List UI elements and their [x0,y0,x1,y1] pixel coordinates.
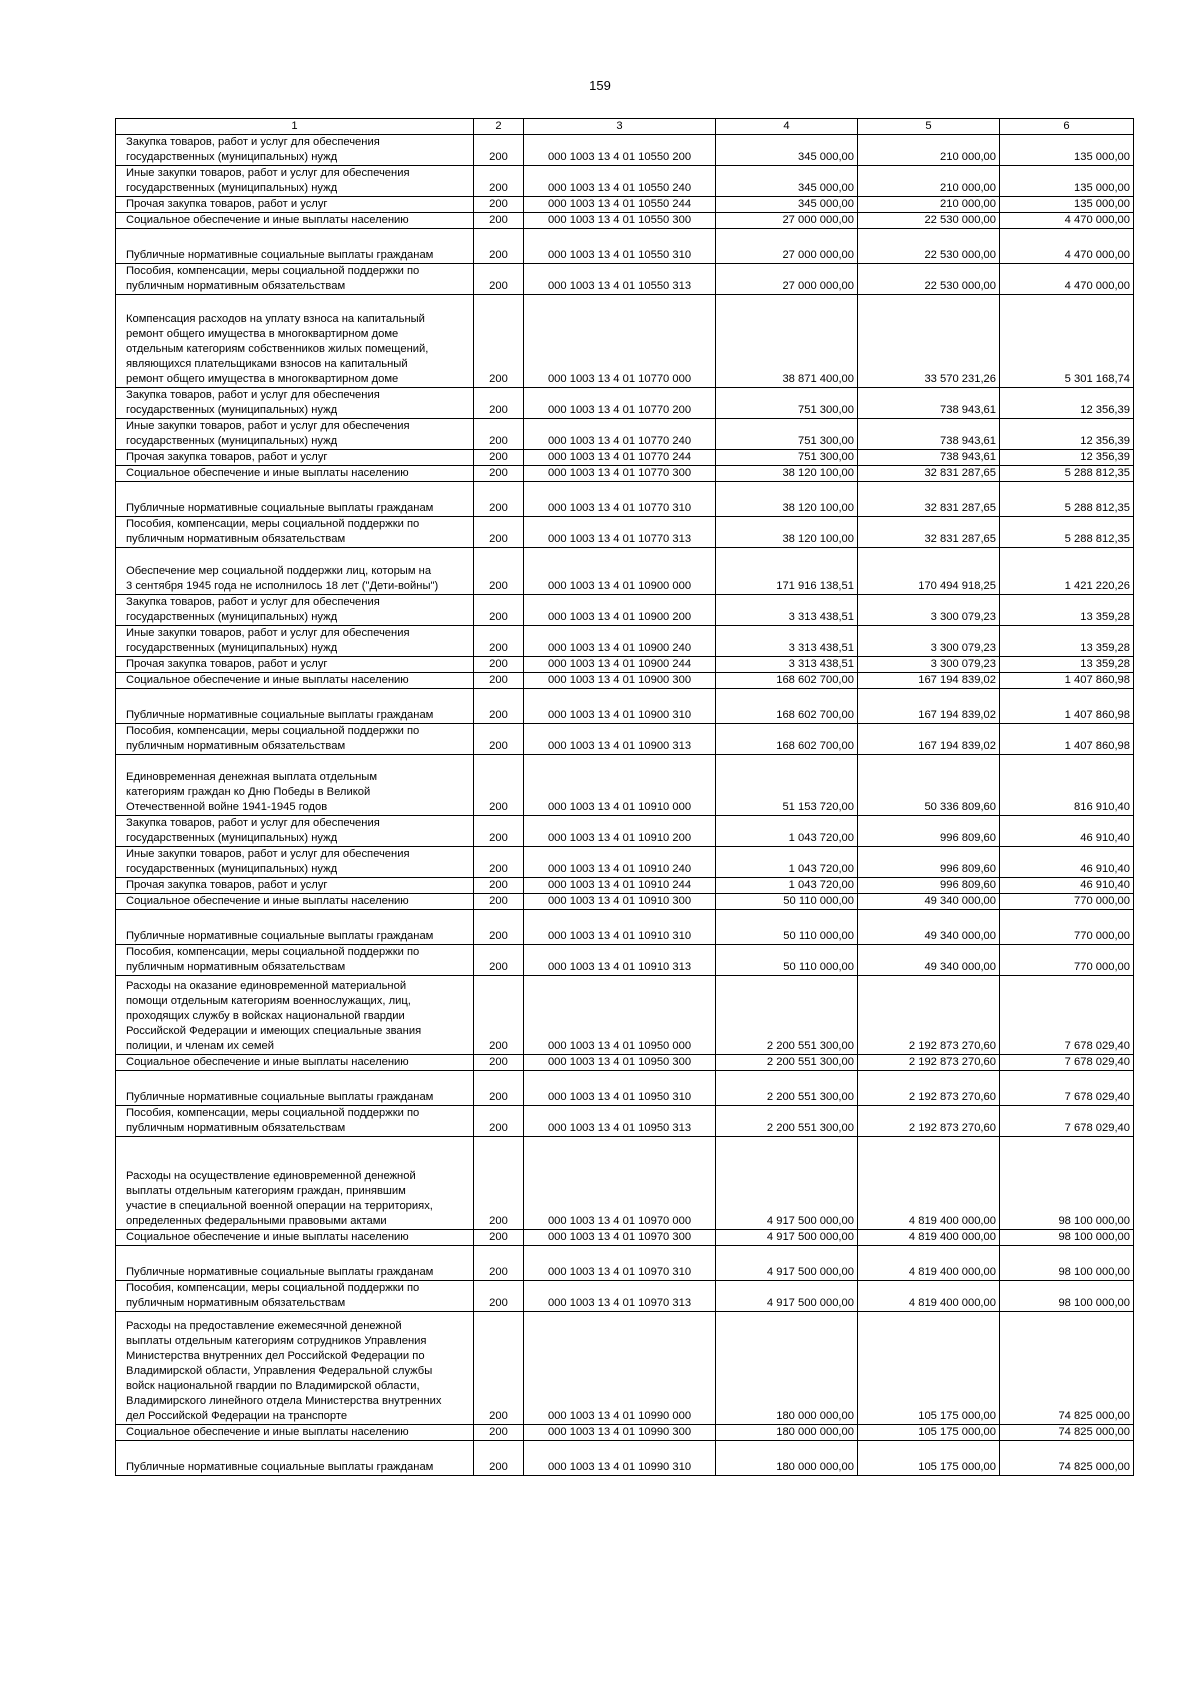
table-row [116,1230,1134,1246]
row-classification-code-cell: 000 1003 13 4 01 10970 310 [524,1246,716,1281]
row-approved-amount-cell: 168 602 700,00 [716,673,858,689]
table-row [116,295,1134,388]
row-admin-code-cell: 200 [474,657,524,673]
row-admin-code-cell: 200 [474,1230,524,1246]
row-name-cell: Пособия, компенсации, меры социальной поддержки по публичным нормативным обязательствам [116,1281,474,1312]
table-row [116,388,1134,419]
table-row [116,878,1134,894]
row-remaining-amount-cell: 1 407 860,98 [1000,724,1134,755]
table-row [116,1137,1134,1230]
row-name-cell: Иные закупки товаров, работ и услуг для обеспечения государственных (муниципальных) нужд [116,419,474,450]
table-row [116,1055,1134,1071]
header-col-2: 2 [474,119,524,135]
row-classification-code-cell: 000 1003 13 4 01 10550 313 [524,264,716,295]
row-remaining-amount-cell: 5 288 812,35 [1000,517,1134,548]
row-remaining-amount-cell: 1 421 220,26 [1000,548,1134,595]
table-row [116,166,1134,197]
row-classification-code-cell: 000 1003 13 4 01 10550 200 [524,135,716,166]
row-remaining-amount-cell: 46 910,40 [1000,816,1134,847]
table-row [116,419,1134,450]
row-admin-code-cell: 200 [474,1071,524,1106]
row-executed-amount-cell: 105 175 000,00 [858,1441,1000,1476]
row-executed-amount-cell: 32 831 287,65 [858,517,1000,548]
header-col-3: 3 [524,119,716,135]
row-name-cell: Публичные нормативные социальные выплаты гражданам [116,1246,474,1281]
row-approved-amount-cell: 3 313 438,51 [716,657,858,673]
row-classification-code-cell: 000 1003 13 4 01 10770 313 [524,517,716,548]
row-name-cell: Прочая закупка товаров, работ и услуг [116,657,474,673]
row-classification-code-cell: 000 1003 13 4 01 10910 240 [524,847,716,878]
row-admin-code-cell: 200 [474,135,524,166]
row-classification-code-cell: 000 1003 13 4 01 10970 313 [524,1281,716,1312]
table-row [116,673,1134,689]
row-remaining-amount-cell: 12 356,39 [1000,419,1134,450]
row-admin-code-cell: 200 [474,548,524,595]
row-approved-amount-cell: 51 153 720,00 [716,755,858,816]
row-name-cell: Иные закупки товаров, работ и услуг для обеспечения государственных (муниципальных) нужд [116,166,474,197]
row-executed-amount-cell: 4 819 400 000,00 [858,1246,1000,1281]
row-name-cell: Закупка товаров, работ и услуг для обеспечения государственных (муниципальных) нужд [116,816,474,847]
row-admin-code-cell: 200 [474,595,524,626]
row-executed-amount-cell: 210 000,00 [858,135,1000,166]
row-classification-code-cell: 000 1003 13 4 01 10910 300 [524,894,716,910]
budget-table [115,118,1134,1476]
row-executed-amount-cell: 738 943,61 [858,388,1000,419]
row-name-cell: Расходы на предоставление ежемесячной денежной выплаты отдельным категориям сотрудников Управления Министерства внутренних дел Российской Федерации по Владимирской области, Управления Федеральной службы войск национальной гвардии по Владимирской области, Владимирского линейного отдела Министерства внутренних дел Российской Федерации на транспорте [116,1312,474,1425]
row-name-cell: Социальное обеспечение и иные выплаты населению [116,466,474,482]
row-name-cell: Расходы на осуществление единовременной денежной выплаты отдельным категориям граждан, принявшим участие в специальной военной операции на территориях, определенных федеральными правовыми актами [116,1137,474,1230]
row-remaining-amount-cell: 98 100 000,00 [1000,1246,1134,1281]
row-approved-amount-cell: 345 000,00 [716,135,858,166]
row-name-cell: Закупка товаров, работ и услуг для обеспечения государственных (муниципальных) нужд [116,388,474,419]
row-executed-amount-cell: 167 194 839,02 [858,689,1000,724]
row-approved-amount-cell: 4 917 500 000,00 [716,1246,858,1281]
table-row [116,1281,1134,1312]
row-remaining-amount-cell: 98 100 000,00 [1000,1137,1134,1230]
row-name-cell: Пособия, компенсации, меры социальной поддержки по публичным нормативным обязательствам [116,945,474,976]
row-classification-code-cell: 000 1003 13 4 01 10990 300 [524,1425,716,1441]
row-executed-amount-cell: 167 194 839,02 [858,673,1000,689]
row-approved-amount-cell: 1 043 720,00 [716,816,858,847]
row-classification-code-cell: 000 1003 13 4 01 10910 000 [524,755,716,816]
row-name-cell: Публичные нормативные социальные выплаты гражданам [116,1441,474,1476]
row-approved-amount-cell: 2 200 551 300,00 [716,1106,858,1137]
table-row [116,1106,1134,1137]
row-admin-code-cell: 200 [474,1137,524,1230]
row-remaining-amount-cell: 98 100 000,00 [1000,1281,1134,1312]
row-name-cell: Закупка товаров, работ и услуг для обеспечения государственных (муниципальных) нужд [116,135,474,166]
row-remaining-amount-cell: 12 356,39 [1000,450,1134,466]
table-row [116,197,1134,213]
row-executed-amount-cell: 32 831 287,65 [858,482,1000,517]
header-col-6: 6 [1000,119,1134,135]
row-admin-code-cell: 200 [474,847,524,878]
row-approved-amount-cell: 50 110 000,00 [716,945,858,976]
row-remaining-amount-cell: 46 910,40 [1000,847,1134,878]
row-classification-code-cell: 000 1003 13 4 01 10770 200 [524,388,716,419]
row-name-cell: Социальное обеспечение и иные выплаты населению [116,213,474,229]
row-approved-amount-cell: 180 000 000,00 [716,1425,858,1441]
table-row [116,466,1134,482]
row-classification-code-cell: 000 1003 13 4 01 10770 000 [524,295,716,388]
row-approved-amount-cell: 38 120 100,00 [716,482,858,517]
row-executed-amount-cell: 2 192 873 270,60 [858,1055,1000,1071]
row-remaining-amount-cell: 135 000,00 [1000,166,1134,197]
row-executed-amount-cell: 50 336 809,60 [858,755,1000,816]
row-classification-code-cell: 000 1003 13 4 01 10900 310 [524,689,716,724]
row-executed-amount-cell: 167 194 839,02 [858,724,1000,755]
row-remaining-amount-cell: 4 470 000,00 [1000,229,1134,264]
row-executed-amount-cell: 2 192 873 270,60 [858,1071,1000,1106]
row-executed-amount-cell: 22 530 000,00 [858,264,1000,295]
table-row [116,1246,1134,1281]
row-executed-amount-cell: 22 530 000,00 [858,229,1000,264]
row-approved-amount-cell: 50 110 000,00 [716,894,858,910]
row-classification-code-cell: 000 1003 13 4 01 10770 300 [524,466,716,482]
row-classification-code-cell: 000 1003 13 4 01 10900 240 [524,626,716,657]
table-row [116,135,1134,166]
row-executed-amount-cell: 32 831 287,65 [858,466,1000,482]
row-name-cell: Пособия, компенсации, меры социальной поддержки по публичным нормативным обязательствам [116,1106,474,1137]
row-remaining-amount-cell: 74 825 000,00 [1000,1441,1134,1476]
row-admin-code-cell: 200 [474,1246,524,1281]
row-name-cell: Социальное обеспечение и иные выплаты населению [116,894,474,910]
row-admin-code-cell: 200 [474,1441,524,1476]
row-admin-code-cell: 200 [474,450,524,466]
row-admin-code-cell: 200 [474,878,524,894]
row-classification-code-cell: 000 1003 13 4 01 10550 244 [524,197,716,213]
row-executed-amount-cell: 49 340 000,00 [858,894,1000,910]
row-name-cell: Пособия, компенсации, меры социальной поддержки по публичным нормативным обязательствам [116,517,474,548]
row-remaining-amount-cell: 816 910,40 [1000,755,1134,816]
row-admin-code-cell: 200 [474,673,524,689]
table-row [116,689,1134,724]
table-row [116,1441,1134,1476]
row-admin-code-cell: 200 [474,419,524,450]
row-remaining-amount-cell: 770 000,00 [1000,945,1134,976]
table-body [116,135,1134,1476]
row-remaining-amount-cell: 4 470 000,00 [1000,264,1134,295]
row-admin-code-cell: 200 [474,388,524,419]
row-approved-amount-cell: 168 602 700,00 [716,724,858,755]
row-approved-amount-cell: 2 200 551 300,00 [716,1071,858,1106]
row-classification-code-cell: 000 1003 13 4 01 10550 310 [524,229,716,264]
row-admin-code-cell: 200 [474,626,524,657]
row-executed-amount-cell: 210 000,00 [858,197,1000,213]
row-approved-amount-cell: 345 000,00 [716,166,858,197]
row-approved-amount-cell: 38 120 100,00 [716,466,858,482]
table-row [116,894,1134,910]
row-executed-amount-cell: 49 340 000,00 [858,945,1000,976]
row-executed-amount-cell: 996 809,60 [858,878,1000,894]
row-name-cell: Пособия, компенсации, меры социальной поддержки по публичным нормативным обязательствам [116,724,474,755]
table-row [116,450,1134,466]
row-approved-amount-cell: 751 300,00 [716,419,858,450]
row-name-cell: Публичные нормативные социальные выплаты гражданам [116,482,474,517]
row-classification-code-cell: 000 1003 13 4 01 10910 200 [524,816,716,847]
table-row [116,816,1134,847]
row-name-cell: Социальное обеспечение и иные выплаты населению [116,1230,474,1246]
table-row [116,548,1134,595]
row-classification-code-cell: 000 1003 13 4 01 10900 000 [524,548,716,595]
row-classification-code-cell: 000 1003 13 4 01 10970 300 [524,1230,716,1246]
row-approved-amount-cell: 27 000 000,00 [716,264,858,295]
row-approved-amount-cell: 345 000,00 [716,197,858,213]
row-admin-code-cell: 200 [474,755,524,816]
row-classification-code-cell: 000 1003 13 4 01 10900 244 [524,657,716,673]
row-approved-amount-cell: 180 000 000,00 [716,1441,858,1476]
row-name-cell: Публичные нормативные социальные выплаты гражданам [116,910,474,945]
page-number: 159 [589,78,611,93]
row-name-cell: Прочая закупка товаров, работ и услуг [116,878,474,894]
row-admin-code-cell: 200 [474,976,524,1055]
row-approved-amount-cell: 27 000 000,00 [716,229,858,264]
row-remaining-amount-cell: 74 825 000,00 [1000,1312,1134,1425]
table-row [116,755,1134,816]
row-remaining-amount-cell: 46 910,40 [1000,878,1134,894]
row-approved-amount-cell: 751 300,00 [716,450,858,466]
row-admin-code-cell: 200 [474,517,524,548]
row-classification-code-cell: 000 1003 13 4 01 10770 310 [524,482,716,517]
row-admin-code-cell: 200 [474,1106,524,1137]
table-row [116,945,1134,976]
row-executed-amount-cell: 4 819 400 000,00 [858,1230,1000,1246]
row-name-cell: Социальное обеспечение и иные выплаты населению [116,1055,474,1071]
row-name-cell: Обеспечение мер социальной поддержки лиц, которым на 3 сентября 1945 года не исполнилось 18 лет ("Дети-войны") [116,548,474,595]
row-name-cell: Публичные нормативные социальные выплаты гражданам [116,229,474,264]
row-remaining-amount-cell: 13 359,28 [1000,626,1134,657]
row-classification-code-cell: 000 1003 13 4 01 10910 313 [524,945,716,976]
table-row [116,1425,1134,1441]
table-row [116,1312,1134,1425]
row-executed-amount-cell: 3 300 079,23 [858,657,1000,673]
table-row [116,724,1134,755]
table-row [116,657,1134,673]
row-remaining-amount-cell: 7 678 029,40 [1000,1106,1134,1137]
table-row [116,976,1134,1055]
row-admin-code-cell: 200 [474,1281,524,1312]
row-remaining-amount-cell: 4 470 000,00 [1000,213,1134,229]
row-executed-amount-cell: 3 300 079,23 [858,626,1000,657]
row-name-cell: Прочая закупка товаров, работ и услуг [116,450,474,466]
row-approved-amount-cell: 171 916 138,51 [716,548,858,595]
row-classification-code-cell: 000 1003 13 4 01 10900 313 [524,724,716,755]
row-name-cell: Закупка товаров, работ и услуг для обеспечения государственных (муниципальных) нужд [116,595,474,626]
table-row [116,264,1134,295]
header-col-1: 1 [116,119,474,135]
row-remaining-amount-cell: 13 359,28 [1000,595,1134,626]
row-classification-code-cell: 000 1003 13 4 01 10990 000 [524,1312,716,1425]
row-remaining-amount-cell: 74 825 000,00 [1000,1425,1134,1441]
row-remaining-amount-cell: 12 356,39 [1000,388,1134,419]
row-approved-amount-cell: 3 313 438,51 [716,595,858,626]
row-classification-code-cell: 000 1003 13 4 01 10910 244 [524,878,716,894]
row-admin-code-cell: 200 [474,724,524,755]
row-admin-code-cell: 200 [474,1055,524,1071]
row-approved-amount-cell: 50 110 000,00 [716,910,858,945]
row-approved-amount-cell: 751 300,00 [716,388,858,419]
table-row [116,910,1134,945]
row-approved-amount-cell: 168 602 700,00 [716,689,858,724]
row-name-cell: Социальное обеспечение и иные выплаты населению [116,1425,474,1441]
row-approved-amount-cell: 1 043 720,00 [716,847,858,878]
row-name-cell: Публичные нормативные социальные выплаты гражданам [116,1071,474,1106]
row-approved-amount-cell: 38 871 400,00 [716,295,858,388]
row-admin-code-cell: 200 [474,295,524,388]
table-row [116,517,1134,548]
row-name-cell: Иные закупки товаров, работ и услуг для обеспечения государственных (муниципальных) нужд [116,847,474,878]
row-remaining-amount-cell: 7 678 029,40 [1000,976,1134,1055]
row-classification-code-cell: 000 1003 13 4 01 10950 000 [524,976,716,1055]
table-row [116,482,1134,517]
row-remaining-amount-cell: 5 288 812,35 [1000,482,1134,517]
row-name-cell: Компенсация расходов на уплату взноса на капитальный ремонт общего имущества в многоквартирном доме отдельным категориям собственников жилых помещений, являющихся плательщиками взносов на капитальный ремонт общего имущества в многоквартирном доме [116,295,474,388]
row-approved-amount-cell: 38 120 100,00 [716,517,858,548]
row-admin-code-cell: 200 [474,894,524,910]
row-classification-code-cell: 000 1003 13 4 01 10900 200 [524,595,716,626]
row-executed-amount-cell: 170 494 918,25 [858,548,1000,595]
row-approved-amount-cell: 2 200 551 300,00 [716,1055,858,1071]
row-approved-amount-cell: 180 000 000,00 [716,1312,858,1425]
row-executed-amount-cell: 2 192 873 270,60 [858,976,1000,1055]
row-admin-code-cell: 200 [474,1312,524,1425]
row-name-cell: Расходы на оказание единовременной материальной помощи отдельным категориям военнослужащих, лиц, проходящих службу в войсках национальной гвардии Российской Федерации и имеющих специальные звания полиции, и членам их семей [116,976,474,1055]
row-classification-code-cell: 000 1003 13 4 01 10910 310 [524,910,716,945]
table-row [116,626,1134,657]
row-executed-amount-cell: 105 175 000,00 [858,1312,1000,1425]
row-admin-code-cell: 200 [474,264,524,295]
row-executed-amount-cell: 49 340 000,00 [858,910,1000,945]
row-executed-amount-cell: 4 819 400 000,00 [858,1137,1000,1230]
row-executed-amount-cell: 738 943,61 [858,450,1000,466]
row-approved-amount-cell: 3 313 438,51 [716,626,858,657]
row-remaining-amount-cell: 5 301 168,74 [1000,295,1134,388]
row-admin-code-cell: 200 [474,910,524,945]
row-approved-amount-cell: 27 000 000,00 [716,213,858,229]
row-admin-code-cell: 200 [474,166,524,197]
row-classification-code-cell: 000 1003 13 4 01 10950 310 [524,1071,716,1106]
row-admin-code-cell: 200 [474,466,524,482]
table-row [116,213,1134,229]
row-executed-amount-cell: 22 530 000,00 [858,213,1000,229]
row-admin-code-cell: 200 [474,213,524,229]
row-remaining-amount-cell: 7 678 029,40 [1000,1071,1134,1106]
header-row [116,119,1134,135]
row-remaining-amount-cell: 98 100 000,00 [1000,1230,1134,1246]
row-executed-amount-cell: 738 943,61 [858,419,1000,450]
table-row [116,847,1134,878]
row-admin-code-cell: 200 [474,816,524,847]
table-row [116,1071,1134,1106]
row-remaining-amount-cell: 135 000,00 [1000,197,1134,213]
row-executed-amount-cell: 4 819 400 000,00 [858,1281,1000,1312]
table-row [116,595,1134,626]
row-executed-amount-cell: 210 000,00 [858,166,1000,197]
row-executed-amount-cell: 3 300 079,23 [858,595,1000,626]
row-classification-code-cell: 000 1003 13 4 01 10550 300 [524,213,716,229]
row-remaining-amount-cell: 135 000,00 [1000,135,1134,166]
row-admin-code-cell: 200 [474,482,524,517]
row-remaining-amount-cell: 1 407 860,98 [1000,689,1134,724]
row-name-cell: Прочая закупка товаров, работ и услуг [116,197,474,213]
row-approved-amount-cell: 4 917 500 000,00 [716,1230,858,1246]
row-name-cell: Пособия, компенсации, меры социальной поддержки по публичным нормативным обязательствам [116,264,474,295]
row-remaining-amount-cell: 5 288 812,35 [1000,466,1134,482]
row-remaining-amount-cell: 1 407 860,98 [1000,673,1134,689]
row-classification-code-cell: 000 1003 13 4 01 10770 244 [524,450,716,466]
row-classification-code-cell: 000 1003 13 4 01 10950 300 [524,1055,716,1071]
row-executed-amount-cell: 105 175 000,00 [858,1425,1000,1441]
row-admin-code-cell: 200 [474,197,524,213]
row-executed-amount-cell: 996 809,60 [858,816,1000,847]
row-executed-amount-cell: 996 809,60 [858,847,1000,878]
row-admin-code-cell: 200 [474,689,524,724]
row-approved-amount-cell: 4 917 500 000,00 [716,1281,858,1312]
table-row [116,229,1134,264]
row-classification-code-cell: 000 1003 13 4 01 10990 310 [524,1441,716,1476]
row-name-cell: Социальное обеспечение и иные выплаты населению [116,673,474,689]
row-classification-code-cell: 000 1003 13 4 01 10900 300 [524,673,716,689]
row-admin-code-cell: 200 [474,1425,524,1441]
row-approved-amount-cell: 4 917 500 000,00 [716,1137,858,1230]
row-remaining-amount-cell: 7 678 029,40 [1000,1055,1134,1071]
header-col-4: 4 [716,119,858,135]
row-remaining-amount-cell: 770 000,00 [1000,910,1134,945]
row-admin-code-cell: 200 [474,945,524,976]
row-remaining-amount-cell: 770 000,00 [1000,894,1134,910]
row-remaining-amount-cell: 13 359,28 [1000,657,1134,673]
row-name-cell: Публичные нормативные социальные выплаты гражданам [116,689,474,724]
row-classification-code-cell: 000 1003 13 4 01 10550 240 [524,166,716,197]
header-col-5: 5 [858,119,1000,135]
row-name-cell: Единовременная денежная выплата отдельным категориям граждан ко Дню Победы в Великой Отечественной войне 1941-1945 годов [116,755,474,816]
row-executed-amount-cell: 33 570 231,26 [858,295,1000,388]
row-classification-code-cell: 000 1003 13 4 01 10970 000 [524,1137,716,1230]
row-approved-amount-cell: 2 200 551 300,00 [716,976,858,1055]
row-name-cell: Иные закупки товаров, работ и услуг для обеспечения государственных (муниципальных) нужд [116,626,474,657]
row-admin-code-cell: 200 [474,229,524,264]
row-executed-amount-cell: 2 192 873 270,60 [858,1106,1000,1137]
row-classification-code-cell: 000 1003 13 4 01 10950 313 [524,1106,716,1137]
row-approved-amount-cell: 1 043 720,00 [716,878,858,894]
row-classification-code-cell: 000 1003 13 4 01 10770 240 [524,419,716,450]
